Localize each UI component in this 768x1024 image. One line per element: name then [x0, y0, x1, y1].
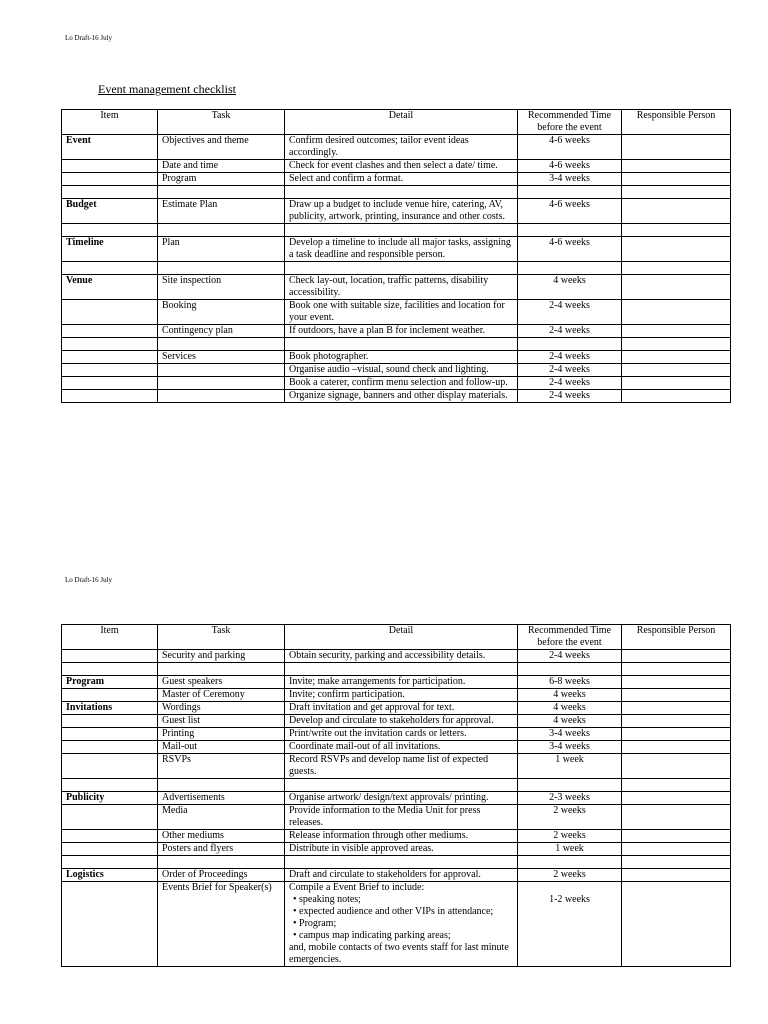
table-body	[62, 650, 731, 882]
table-row	[62, 351, 731, 364]
table-row	[62, 728, 731, 741]
cell-person	[622, 702, 731, 715]
cell-time	[518, 338, 622, 351]
cell-person	[622, 663, 731, 676]
cell-detail: Release information through other mediums.	[285, 830, 518, 843]
cell-person	[622, 830, 731, 843]
cell-time: 3-4 weeks	[518, 728, 622, 741]
cell-detail: Select and confirm a format.	[285, 173, 518, 186]
cell-task	[158, 377, 285, 390]
cell-item	[62, 325, 158, 338]
cell-person	[622, 173, 731, 186]
table-row	[62, 663, 731, 676]
cell-person	[622, 364, 731, 377]
cell-detail: Check lay-out, location, traffic patterns, disability accessibility.	[285, 275, 518, 300]
cell-person	[622, 199, 731, 224]
cell-person	[622, 338, 731, 351]
cell-detail: Distribute in visible approved areas.	[285, 843, 518, 856]
table-row	[62, 160, 731, 173]
cell-task: Security and parking	[158, 650, 285, 663]
cell-time	[518, 779, 622, 792]
cell-detail	[285, 186, 518, 199]
table-row	[62, 262, 731, 275]
cell-item: Publicity	[62, 792, 158, 805]
cell-time: 2-4 weeks	[518, 390, 622, 403]
cell-task	[158, 338, 285, 351]
cell-task: Posters and flyers	[158, 843, 285, 856]
cell-item: Timeline	[62, 237, 158, 262]
draft-header: Lo Draft-16 July	[65, 34, 113, 42]
cell-item	[62, 779, 158, 792]
cell-item	[62, 830, 158, 843]
cell-person	[622, 351, 731, 364]
cell-task: Guest speakers	[158, 676, 285, 689]
column-header-time: Recommended Time before the event	[518, 625, 622, 650]
cell-item: Invitations	[62, 702, 158, 715]
cell-person	[622, 741, 731, 754]
cell-task	[158, 856, 285, 869]
table-row	[62, 173, 731, 186]
column-header-task: Task	[158, 110, 285, 135]
cell-detail	[285, 224, 518, 237]
cell-detail: Draft invitation and get approval for text.	[285, 702, 518, 715]
table-header-row	[62, 110, 731, 135]
cell-person	[622, 869, 731, 882]
cell-task: RSVPs	[158, 754, 285, 779]
table-row	[62, 715, 731, 728]
cell-time: 2 weeks	[518, 869, 622, 882]
cell-detail: Develop a timeline to include all major tasks, assigning a task deadline and responsible person.	[285, 237, 518, 262]
cell-item	[62, 338, 158, 351]
cell-detail: Confirm desired outcomes; tailor event ideas accordingly.	[285, 135, 518, 160]
cell-detail: Organize signage, banners and other display materials.	[285, 390, 518, 403]
cell-person	[622, 135, 731, 160]
cell-detail	[285, 856, 518, 869]
table-row	[62, 856, 731, 869]
cell-time: 4 weeks	[518, 275, 622, 300]
cell-person	[622, 325, 731, 338]
cell-item	[62, 300, 158, 325]
cell-person	[622, 160, 731, 173]
cell-detail: Record RSVPs and develop name list of expected guests.	[285, 754, 518, 779]
cell-task: Site inspection	[158, 275, 285, 300]
cell-item: Venue	[62, 275, 158, 300]
cell-person	[622, 856, 731, 869]
cell-task	[158, 262, 285, 275]
cell-task: Mail-out	[158, 741, 285, 754]
cell-person	[622, 843, 731, 856]
cell-item: Program	[62, 676, 158, 689]
cell-time: 4 weeks	[518, 702, 622, 715]
cell-detail	[285, 663, 518, 676]
cell-time: 2 weeks	[518, 830, 622, 843]
cell-time: 3-4 weeks	[518, 741, 622, 754]
column-header-person: Responsible Person	[622, 625, 731, 650]
checklist-table-page1	[61, 109, 731, 403]
table-row	[62, 882, 731, 967]
cell-item	[62, 843, 158, 856]
cell-task: Booking	[158, 300, 285, 325]
cell-task: Program	[158, 173, 285, 186]
cell-detail: Develop and circulate to stakeholders for approval.	[285, 715, 518, 728]
cell-time: 4 weeks	[518, 715, 622, 728]
cell-time: 4-6 weeks	[518, 135, 622, 160]
cell-time: 4 weeks	[518, 689, 622, 702]
cell-task: Other mediums	[158, 830, 285, 843]
cell-person	[622, 390, 731, 403]
cell-detail: If outdoors, have a plan B for inclement weather.	[285, 325, 518, 338]
brief-bullet: • speaking notes;	[301, 894, 513, 906]
cell-detail: Check for event clashes and then select a date/ time.	[285, 160, 518, 173]
table-row	[62, 135, 731, 160]
column-header-detail: Detail	[285, 110, 518, 135]
table-row	[62, 792, 731, 805]
cell-task	[158, 224, 285, 237]
cell-item: Budget	[62, 199, 158, 224]
cell-task	[158, 364, 285, 377]
brief-bullet: • Program;	[301, 918, 513, 930]
cell-task: Advertisements	[158, 792, 285, 805]
cell-item	[62, 650, 158, 663]
cell-task	[158, 663, 285, 676]
cell-detail	[285, 779, 518, 792]
cell-task	[158, 390, 285, 403]
table-row	[62, 869, 731, 882]
cell-item	[62, 805, 158, 830]
cell-task: Estimate Plan	[158, 199, 285, 224]
cell-detail: Provide information to the Media Unit for press releases.	[285, 805, 518, 830]
cell-person	[622, 237, 731, 262]
table-row	[62, 754, 731, 779]
brief-person	[622, 882, 731, 967]
table-row	[62, 650, 731, 663]
table-row	[62, 843, 731, 856]
cell-time: 2 weeks	[518, 805, 622, 830]
cell-time: 4-6 weeks	[518, 199, 622, 224]
cell-task: Guest list	[158, 715, 285, 728]
cell-person	[622, 224, 731, 237]
column-header-item: Item	[62, 110, 158, 135]
cell-person	[622, 754, 731, 779]
table-row	[62, 237, 731, 262]
cell-person	[622, 186, 731, 199]
draft-header-page2: Lo Draft-16 July	[65, 576, 113, 584]
cell-item	[62, 715, 158, 728]
cell-person	[622, 650, 731, 663]
cell-time: 2-4 weeks	[518, 377, 622, 390]
cell-task: Date and time	[158, 160, 285, 173]
column-header-person: Responsible Person	[622, 110, 731, 135]
cell-detail: Book a caterer, confirm menu selection and follow-up.	[285, 377, 518, 390]
cell-person	[622, 300, 731, 325]
table-row	[62, 364, 731, 377]
cell-item	[62, 390, 158, 403]
cell-task: Order of Proceedings	[158, 869, 285, 882]
cell-item: Logistics	[62, 869, 158, 882]
cell-task	[158, 779, 285, 792]
cell-time	[518, 262, 622, 275]
brief-detail	[285, 882, 518, 967]
table-row	[62, 702, 731, 715]
cell-detail: Invite; make arrangements for participation.	[285, 676, 518, 689]
cell-detail: Print/write out the invitation cards or letters.	[285, 728, 518, 741]
table-row	[62, 186, 731, 199]
cell-item	[62, 663, 158, 676]
cell-task: Printing	[158, 728, 285, 741]
table-row	[62, 300, 731, 325]
cell-person	[622, 792, 731, 805]
cell-person	[622, 805, 731, 830]
cell-task: Master of Ceremony	[158, 689, 285, 702]
table-row	[62, 830, 731, 843]
cell-item	[62, 173, 158, 186]
cell-person	[622, 689, 731, 702]
cell-detail: Obtain security, parking and accessibility details.	[285, 650, 518, 663]
table-body	[62, 135, 731, 403]
cell-item	[62, 689, 158, 702]
cell-task: Wordings	[158, 702, 285, 715]
table-row	[62, 741, 731, 754]
table-row	[62, 390, 731, 403]
cell-time: 2-4 weeks	[518, 364, 622, 377]
cell-time	[518, 186, 622, 199]
cell-time: 2-4 weeks	[518, 650, 622, 663]
cell-detail: Organise artwork/ design/text approvals/ printing.	[285, 792, 518, 805]
table-row	[62, 377, 731, 390]
document-title: Event management checklist	[98, 82, 236, 96]
brief-intro: Compile a Event Brief to include:	[289, 882, 425, 893]
cell-time	[518, 663, 622, 676]
brief-time: 1-2 weeks	[518, 882, 622, 967]
cell-task: Objectives and theme	[158, 135, 285, 160]
cell-detail	[285, 338, 518, 351]
cell-item	[62, 262, 158, 275]
cell-task: Media	[158, 805, 285, 830]
cell-item	[62, 377, 158, 390]
cell-item	[62, 351, 158, 364]
cell-person	[622, 676, 731, 689]
cell-task	[158, 186, 285, 199]
column-header-detail: Detail	[285, 625, 518, 650]
table-row	[62, 325, 731, 338]
cell-detail: Book photographer.	[285, 351, 518, 364]
cell-time: 2-4 weeks	[518, 325, 622, 338]
cell-task: Plan	[158, 237, 285, 262]
cell-item	[62, 856, 158, 869]
brief-task: Events Brief for Speaker(s)	[158, 882, 285, 967]
cell-time: 3-4 weeks	[518, 173, 622, 186]
cell-item	[62, 754, 158, 779]
brief-bullet: • expected audience and other VIPs in attendance;	[301, 906, 513, 918]
cell-person	[622, 262, 731, 275]
cell-person	[622, 728, 731, 741]
table-row	[62, 676, 731, 689]
cell-time: 1 week	[518, 754, 622, 779]
cell-item: Event	[62, 135, 158, 160]
checklist-table-page2	[61, 624, 731, 967]
cell-person	[622, 377, 731, 390]
cell-time: 2-3 weeks	[518, 792, 622, 805]
cell-detail	[285, 262, 518, 275]
cell-time: 4-6 weeks	[518, 160, 622, 173]
cell-task: Contingency plan	[158, 325, 285, 338]
brief-bullet-list	[289, 894, 513, 942]
cell-detail: Organise audio –visual, sound check and lighting.	[285, 364, 518, 377]
cell-detail: Coordinate mail-out of all invitations.	[285, 741, 518, 754]
cell-time: 4-6 weeks	[518, 237, 622, 262]
cell-detail: Book one with suitable size, facilities and location for your event.	[285, 300, 518, 325]
cell-detail: Invite; confirm participation.	[285, 689, 518, 702]
cell-item	[62, 728, 158, 741]
table-row	[62, 805, 731, 830]
cell-time: 6-8 weeks	[518, 676, 622, 689]
table-row	[62, 275, 731, 300]
brief-bullet: • campus map indicating parking areas;	[301, 930, 513, 942]
table-row	[62, 224, 731, 237]
cell-item	[62, 741, 158, 754]
cell-person	[622, 715, 731, 728]
cell-item	[62, 160, 158, 173]
cell-time: 2-4 weeks	[518, 351, 622, 364]
cell-item	[62, 186, 158, 199]
cell-item	[62, 224, 158, 237]
cell-time: 1 week	[518, 843, 622, 856]
brief-outro: and, mobile contacts of two events staff for last minute emergencies.	[289, 942, 509, 965]
cell-task: Services	[158, 351, 285, 364]
table-row	[62, 199, 731, 224]
cell-detail: Draft and circulate to stakeholders for approval.	[285, 869, 518, 882]
cell-item	[62, 364, 158, 377]
column-header-time: Recommended Time before the event	[518, 110, 622, 135]
column-header-item: Item	[62, 625, 158, 650]
cell-person	[622, 779, 731, 792]
cell-time	[518, 856, 622, 869]
table-row	[62, 338, 731, 351]
table-row	[62, 779, 731, 792]
table-header-row	[62, 625, 731, 650]
cell-detail: Draw up a budget to include venue hire, catering, AV, publicity, artwork, printing, insurance and other costs.	[285, 199, 518, 224]
cell-time: 2-4 weeks	[518, 300, 622, 325]
cell-person	[622, 275, 731, 300]
events-brief-section	[62, 882, 731, 967]
cell-time	[518, 224, 622, 237]
table-row	[62, 689, 731, 702]
column-header-task: Task	[158, 625, 285, 650]
